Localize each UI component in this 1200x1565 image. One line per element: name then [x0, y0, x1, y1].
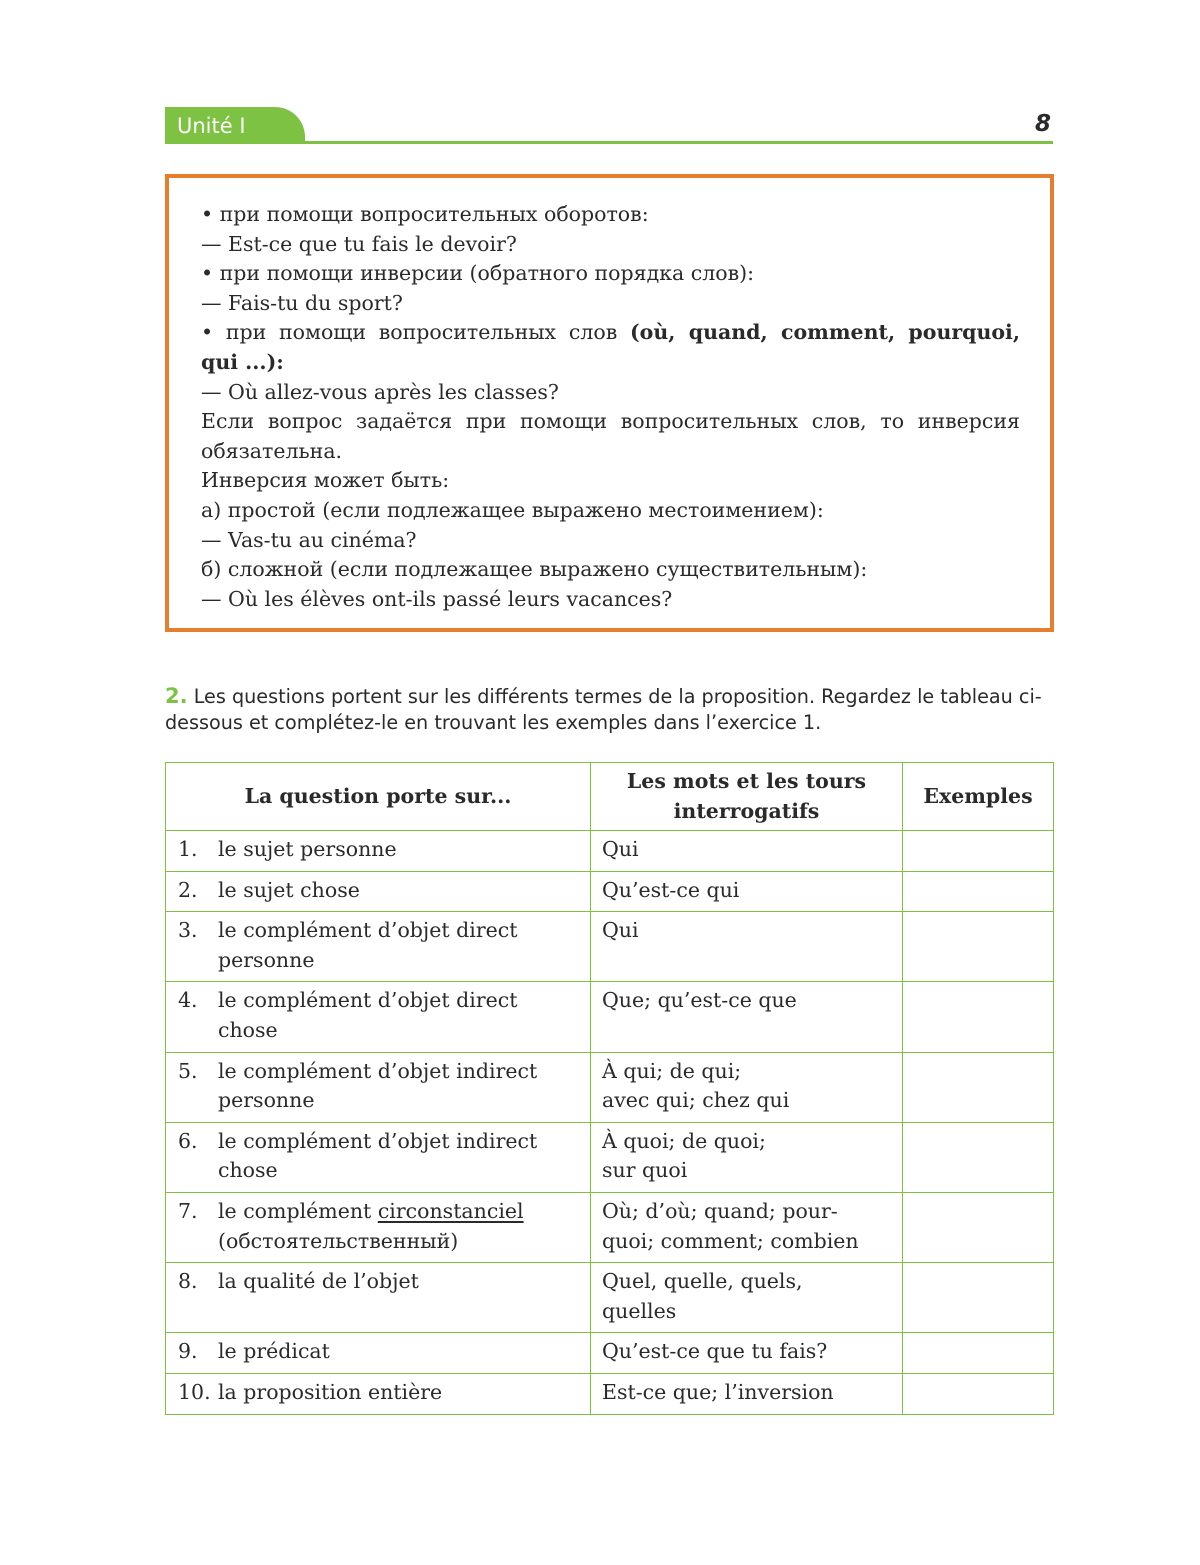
interrogative-words: Que; qu’est-ce que	[602, 988, 797, 1013]
interrogative-words: Qu’est-ce qui	[602, 877, 740, 902]
term-line: le complément d’objet indirect	[218, 1058, 538, 1083]
page-header	[165, 107, 1053, 144]
exercise-number: 2.	[165, 684, 188, 708]
table-row	[166, 1333, 1054, 1374]
term-line: le complément d’objet indirect	[218, 1128, 538, 1153]
header-rule	[165, 141, 1053, 144]
row-number: 3.	[178, 918, 198, 943]
example-cell[interactable]	[903, 982, 1054, 1052]
exercise-instruction	[165, 683, 1055, 736]
table-row	[166, 1263, 1054, 1333]
question-term: le sujet chose	[218, 877, 360, 902]
row-number: 8.	[178, 1269, 198, 1294]
words-line: avec qui; chez qui	[602, 1088, 790, 1113]
row-number: 2.	[178, 877, 198, 902]
interrogative-words: Est-ce que; l’inversion	[602, 1379, 834, 1404]
table-row	[166, 1373, 1054, 1414]
example-cell[interactable]	[903, 1373, 1054, 1414]
interrogative-words	[591, 1263, 902, 1332]
row-number: 7.	[178, 1198, 198, 1223]
words-line: Où; d’où; quand; pour-	[602, 1198, 838, 1223]
column-header: Exemples	[903, 763, 1054, 831]
example-cell[interactable]	[903, 1122, 1054, 1192]
row-number: 9.	[178, 1339, 198, 1364]
interrogative-words: Qu’est-ce que tu fais?	[602, 1339, 828, 1364]
example-cell[interactable]	[903, 831, 1054, 872]
column-header-line: interrogatifs	[673, 798, 820, 823]
question-term	[218, 1197, 524, 1256]
rule-line	[201, 318, 1020, 348]
rule-example: — Où allez-vous après les classes?	[201, 379, 559, 404]
table-row	[166, 912, 1054, 982]
questions-table	[165, 762, 1054, 1415]
words-line: Quel, quelle, quels,	[602, 1269, 803, 1294]
table-row	[166, 1122, 1054, 1192]
row-number: 1.	[178, 837, 198, 861]
question-term	[218, 986, 517, 1045]
question-term	[218, 1057, 537, 1116]
question-term: la proposition entière	[218, 1379, 443, 1404]
question-term: le sujet personne	[218, 837, 397, 861]
rule-line	[201, 348, 1020, 378]
term-line: le complément d’objet direct	[218, 918, 518, 943]
table-row	[166, 871, 1054, 912]
term-line: chose	[218, 1017, 278, 1042]
term-line: chose	[218, 1158, 278, 1183]
row-number: 4.	[178, 988, 198, 1013]
table-row	[166, 1052, 1054, 1122]
words-line: quoi; comment; combien	[602, 1228, 859, 1253]
unit-label: Unité I	[165, 107, 305, 143]
example-cell[interactable]	[903, 1192, 1054, 1262]
rule-example: — Est-ce que tu fais le devoir?	[201, 231, 517, 256]
rule-example: — Vas-tu au cinéma?	[201, 527, 417, 552]
rule-line: Если вопрос задаётся при помощи вопросительных слов, то инверсия	[201, 409, 1020, 434]
term-line: le complément d’objet direct	[218, 988, 518, 1013]
page-number: 8	[1034, 111, 1051, 137]
words-line: À qui; de qui;	[602, 1058, 742, 1083]
rule-line: Инверсия может быть:	[201, 468, 450, 493]
question-term: le prédicat	[218, 1339, 330, 1364]
rule-text: • при помощи вопросительных слов	[201, 320, 630, 345]
interrogative-words	[591, 1123, 902, 1192]
example-cell[interactable]	[903, 1263, 1054, 1333]
rule-example: — Où les élèves ont-ils passé leurs vacances?	[201, 586, 673, 611]
words-line: À quoi; de quoi;	[602, 1128, 766, 1153]
question-term	[218, 1127, 537, 1186]
interrogative-words	[591, 1053, 902, 1122]
interrogative-words: Qui	[602, 918, 639, 943]
question-term	[218, 916, 517, 975]
interrogative-words	[591, 1193, 902, 1262]
row-number: 6.	[178, 1128, 198, 1153]
example-cell[interactable]	[903, 912, 1054, 982]
term-line: personne	[218, 1088, 315, 1113]
term-line: personne	[218, 947, 315, 972]
column-header: La question porte sur...	[166, 763, 591, 831]
rule-example: — Fais-tu du sport?	[201, 290, 403, 315]
exercise-text: Les questions portent sur les différents termes de la proposition. Regardez le tableau ci-dessous et complétez-le en trouvant les exemples dans l’exercice 1.	[165, 685, 1042, 734]
example-cell[interactable]	[903, 871, 1054, 912]
rule-line: б) сложной (если подлежащее выражено существительным):	[201, 557, 868, 582]
column-header	[591, 763, 903, 831]
table-row	[166, 831, 1054, 872]
words-line: sur quoi	[602, 1158, 688, 1183]
rule-keywords: qui ...):	[201, 349, 284, 374]
example-cell[interactable]	[903, 1333, 1054, 1374]
table-row	[166, 1192, 1054, 1262]
rule-line: • при помощи инверсии (обратного порядка слов):	[201, 261, 755, 286]
rule-line: • при помощи вопросительных оборотов:	[201, 202, 649, 226]
row-number: 5.	[178, 1058, 198, 1083]
underlined-term: circonstanciel	[377, 1198, 524, 1223]
column-header-line: Les mots et les tours	[626, 768, 867, 793]
interrogative-words: Qui	[602, 837, 639, 861]
words-line: quelles	[602, 1298, 677, 1323]
grammar-rule-box	[165, 174, 1054, 632]
table-row	[166, 982, 1054, 1052]
row-number: 10.	[178, 1379, 211, 1404]
table-header-row	[166, 763, 1054, 831]
rule-keywords: (où, quand, comment, pourquoi,	[629, 320, 1020, 345]
term-line: (обстоятельственный)	[218, 1228, 459, 1253]
rule-line: а) простой (если подлежащее выражено местоимением):	[201, 497, 824, 522]
question-term: la qualité de l’objet	[218, 1269, 419, 1294]
term-line: le complément	[218, 1198, 378, 1223]
example-cell[interactable]	[903, 1052, 1054, 1122]
rule-line: обязательна.	[201, 438, 343, 463]
